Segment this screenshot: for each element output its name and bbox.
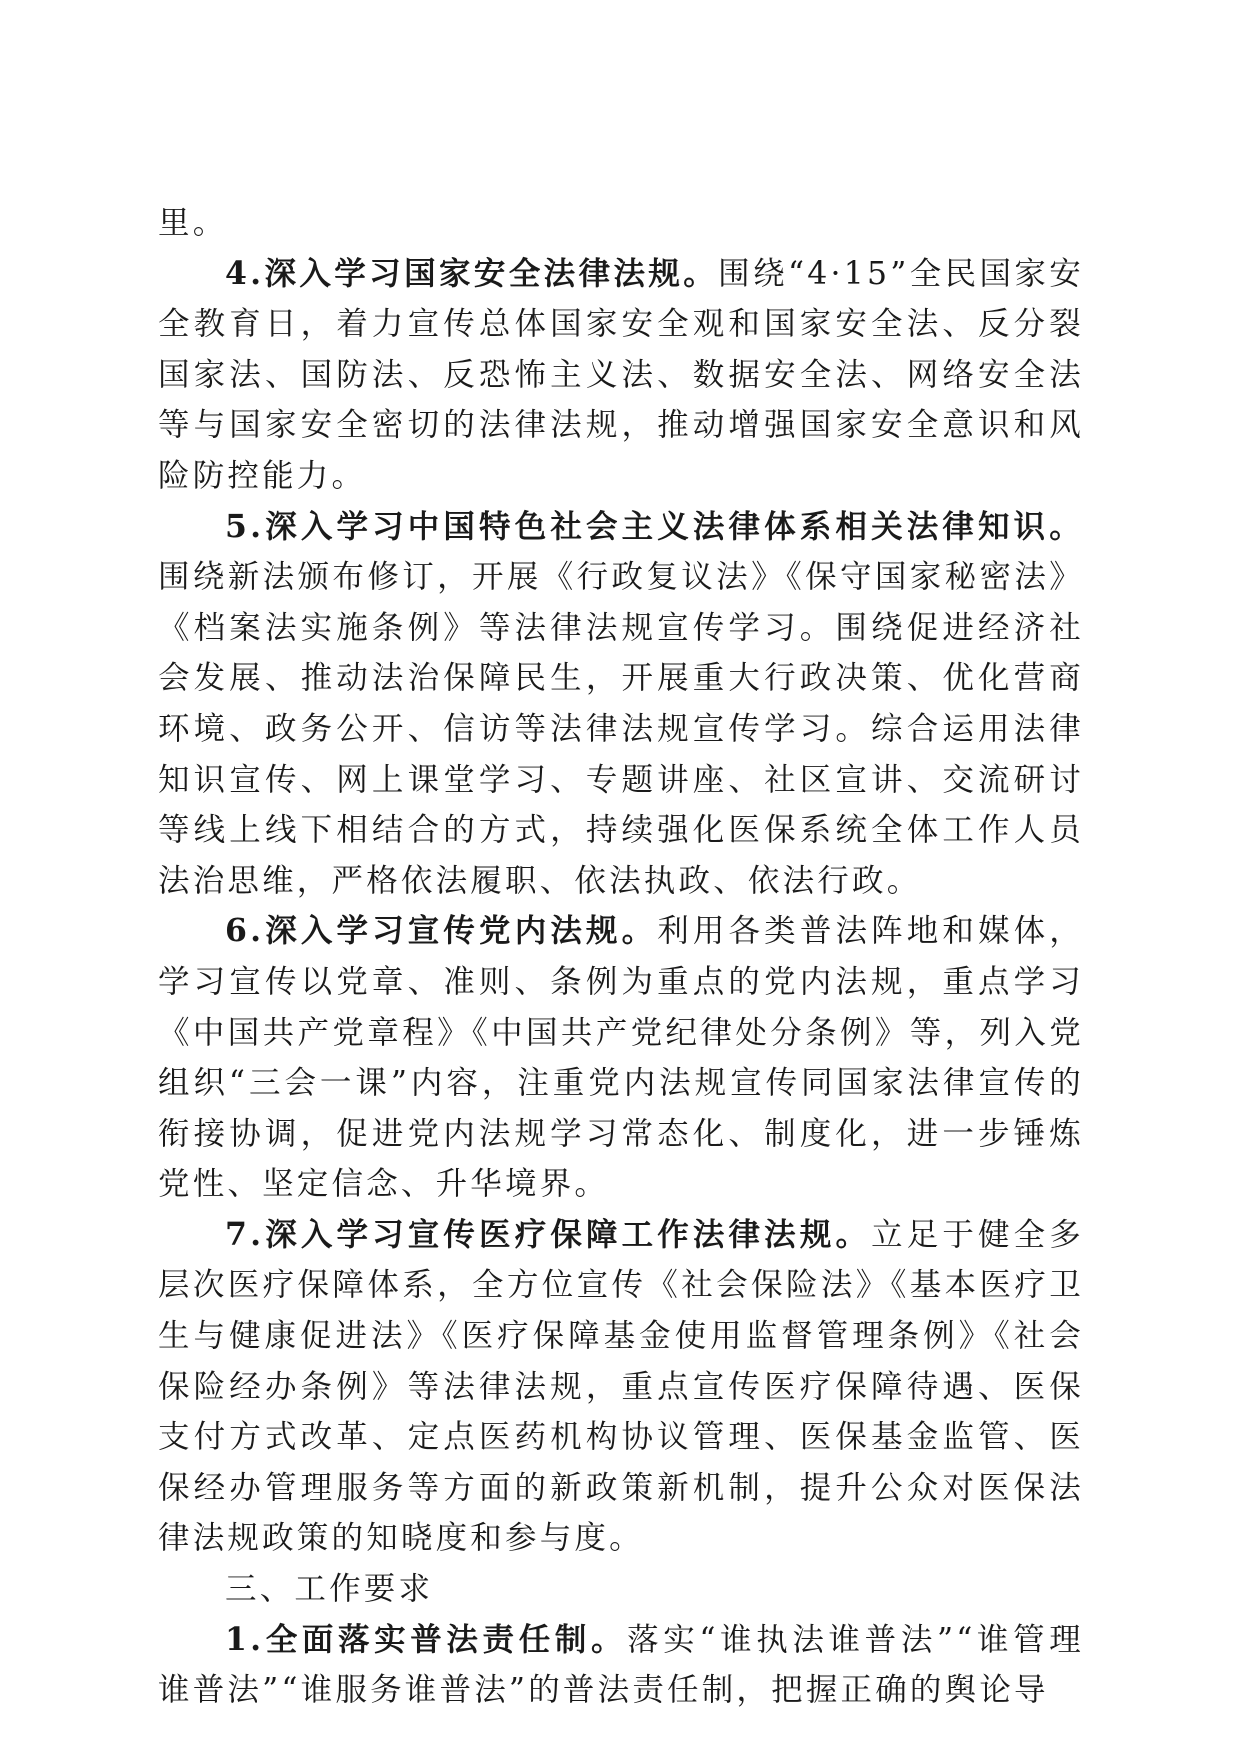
section-heading	[158, 1564, 1084, 1615]
paragraph-text: 里。	[158, 205, 228, 241]
paragraph-text: 围绕“4·15”全民国家安全教育日，着力宣传总体国家安全观和国家安全法、反分裂国家法、国防法、反恐怖主义法、数据安全法、网络安全法等与国家安全密切的法律法规，推动增强国家安全意识和风险防控能力。	[158, 255, 1085, 494]
paragraph-text: 围绕新法颁布修订，开展《行政复议法》《保守国家秘密法》《档案法实施条例》等法律法规宣传学习。围绕促进经济社会发展、推动法治保障民生，开展重大行政决策、优化营商环境、政务公开、信访等法律法规宣传学习。综合运用法律知识宣传、网上课堂学习、专题讲座、社区宣讲、交流研讨等线上线下相结合的方式，持续强化医保系统全体工作人员法治思维，严格依法履职、依法执政、依法行政。	[158, 559, 1084, 899]
paragraph-requirement-1	[158, 1615, 1084, 1716]
paragraph-item-6	[158, 906, 1084, 1210]
paragraph-lead: 5.深入学习中国特色社会主义法律体系相关法律知识。	[225, 507, 1084, 545]
paragraph-item-5	[158, 502, 1084, 907]
paragraph-lead: 4.深入学习国家安全法律法规。	[225, 254, 719, 292]
paragraph-lead: 1.全面落实普法责任制。	[225, 1620, 628, 1658]
paragraph-lead: 6.深入学习宣传党内法规。	[225, 912, 658, 950]
document-page	[158, 198, 1084, 1716]
paragraph-text: 立足于健全多层次医疗保障体系，全方位宣传《社会保险法》《基本医疗卫生与健康促进法》《医疗保障基金使用监督管理条例》《社会保险经办条例》等法律法规，重点宣传医疗保障待遇、医保支付方式改革、定点医药机构协议管理、医保基金监管、医保经办管理服务等方面的新政策新机制，提升公众对医保法律法规政策的知晓度和参与度。	[158, 1216, 1085, 1557]
paragraph-text: 落实“谁执法谁普法”“谁管理谁普法”“谁服务谁普法”的普法责任制，把握正确的舆论导	[158, 1621, 1084, 1709]
paragraph-item-4	[158, 249, 1084, 502]
paragraph-continuation	[158, 198, 1084, 249]
paragraph-lead: 7.深入学习宣传医疗保障工作法律法规。	[225, 1215, 872, 1253]
paragraph-text: 利用各类普法阵地和媒体，学习宣传以党章、准则、条例为重点的党内法规，重点学习《中国共产党章程》《中国共产党纪律处分条例》等，列入党组织“三会一课”内容，注重党内法规宣传同国家法律宣传的衔接协调，促进党内法规学习常态化、制度化，进一步锤炼党性、坚定信念、升华境界。	[158, 913, 1084, 1203]
section-heading-text: 三、工作要求	[225, 1571, 434, 1608]
paragraph-item-7	[158, 1210, 1084, 1564]
